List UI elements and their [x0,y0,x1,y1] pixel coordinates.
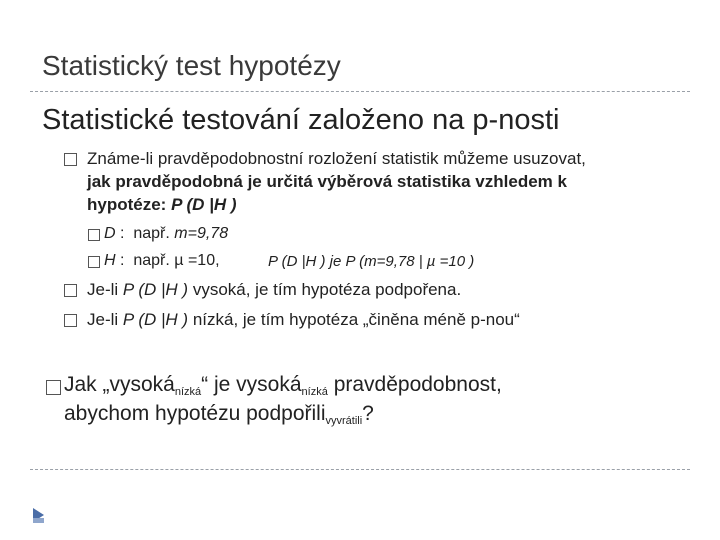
bullet-1-prefix: hypotéze: [87,195,167,214]
square-bullet-icon [64,153,77,166]
bullet-2 [87,280,461,300]
square-bullet-icon [64,314,77,327]
bullet-1-line-3 [87,195,237,215]
bullet-4-part2: “ je vysoká [201,373,302,396]
title-divider [30,91,690,92]
bullet-1-line-2: jak pravděpodobná je určitá výběrová statistika vzhledem k [87,172,567,191]
sub-d-var: D [104,225,116,242]
sub-h-formula: µ =10, [174,252,220,269]
sub-d-formula: m=9,78 [174,225,229,242]
square-bullet-icon [46,380,61,395]
slide-nav-bar-icon [33,518,44,523]
bullet-4-line2-part1: abychom hypotézu podpořili [64,402,326,425]
bullet-4-sub2: nízká [301,386,328,398]
bullet-2-suffix: vysoká, je tím hypotéza podpořena. [192,280,462,299]
sub-h-text: např. [133,252,170,269]
bullet-4-line-1 [64,373,502,397]
bullet-3 [87,310,520,330]
bullet-4-line2-sub: vyvrátili [325,415,363,427]
slide-subtitle: Statistické testování založeno na p-nosti [42,104,560,136]
sub-d-text: např. [133,225,170,242]
sub-h-colon: : [120,252,125,269]
bullet-3-suffix: nízká, je tím hypotéza „činěna méně p-nou“ [192,310,520,329]
sub-bullet-h [104,252,220,270]
bullet-4-part3: pravděpodobnost, [333,373,502,396]
footer-divider [30,469,690,470]
bullet-4-line2-part2: ? [362,402,374,425]
square-bullet-icon [88,229,100,241]
bullet-4-sub1: nízká [174,386,202,398]
bullet-4-part1: Jak „vysoká [64,373,175,396]
bullet-2-prefix: Je-li [87,280,119,299]
sub-h-rest-formula: P (D |H ) je P (m=9,78 | µ =10 ) [268,253,475,270]
bullet-3-formula: P (D |H ) [122,310,189,329]
square-bullet-icon [64,284,77,297]
bullet-1-formula: P (D |H ) [171,195,237,214]
sub-h-var: H [104,252,116,269]
bullet-1-line-1: Známe-li pravděpodobnostní rozložení statistik můžeme usuzovat, [87,149,586,168]
slide-title: Statistický test hypotézy [42,50,341,81]
bullet-3-prefix: Je-li [87,310,119,329]
sub-d-colon: : [120,225,125,242]
bullet-4-line-2 [64,402,374,426]
sub-bullet-d [104,225,228,243]
square-bullet-icon [88,256,100,268]
bullet-2-formula: P (D |H ) [122,280,189,299]
